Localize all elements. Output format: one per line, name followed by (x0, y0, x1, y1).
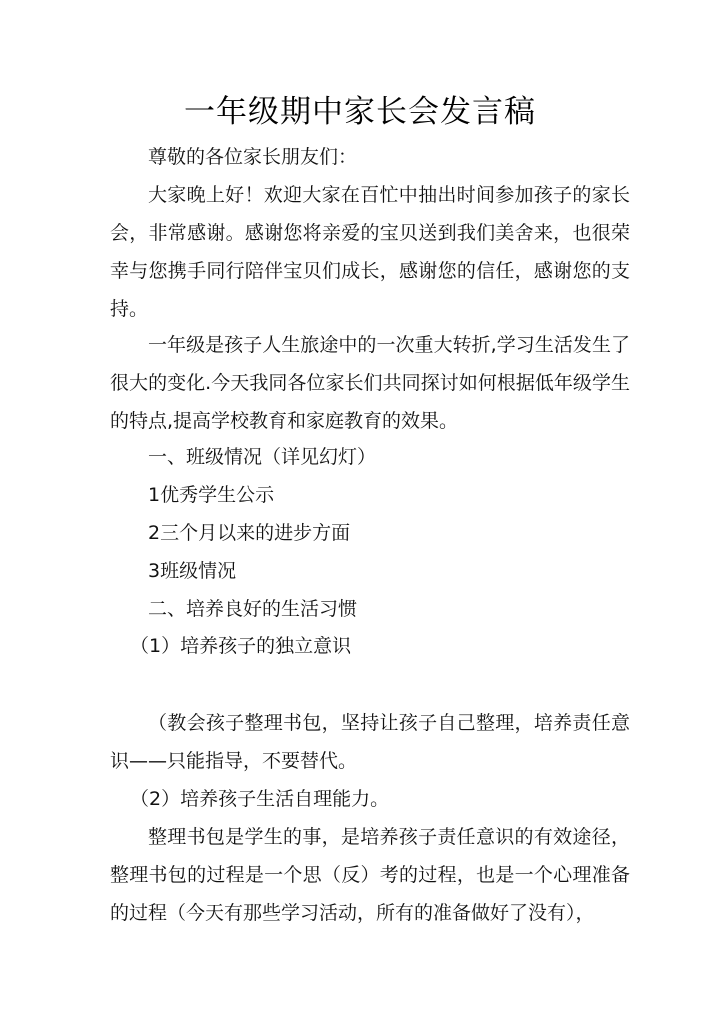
heading-class-situation: 一、班级情况（详见幻灯） (148, 446, 377, 468)
list-item-1: 1优秀学生公示 (148, 484, 275, 506)
paragraph-greeting: 大家晚上好！欢迎大家在百忙中抽出时间参加孩子的家长会，非常感谢。感谢您将亲爱的宝贝送到我们美舍来，也很荣幸与您携手同行陪伴宝贝们成长，感谢您的信任，感谢您的支持。 (110, 184, 630, 320)
paragraph-intro: 一年级是孩子人生旅途中的一次重大转折,学习生活发生了很大的变化.今天我同各位家长们共同探讨如何根据低年级学生的特点,提高学校教育和家庭教育的效果。 (110, 334, 630, 432)
salutation: 尊敬的各位家长朋友们： (148, 146, 358, 168)
paragraph-schoolbag: （教会孩子整理书包，坚持让孩子自己整理，培养责任意识——只能指导，不要替代。 (110, 712, 630, 772)
document-title: 一年级期中家长会发言稿 (184, 94, 536, 130)
list-item-2: 2三个月以来的进步方面 (148, 522, 351, 544)
paragraph-organizing: 整理书包是学生的事，是培养孩子责任意识的有效途径，整理书包的过程是一个思（反）考的过程，也是一个心理准备的过程（今天有那些学习活动，所有的准备做好了没有）， (110, 826, 630, 924)
subheading-independence: （1）培养孩子的独立意识 (130, 635, 352, 657)
subheading-self-care: （2）培养孩子生活自理能力。 (130, 788, 390, 810)
list-item-3: 3班级情况 (148, 560, 237, 582)
heading-living-habits: 二、培养良好的生活习惯 (148, 598, 358, 620)
